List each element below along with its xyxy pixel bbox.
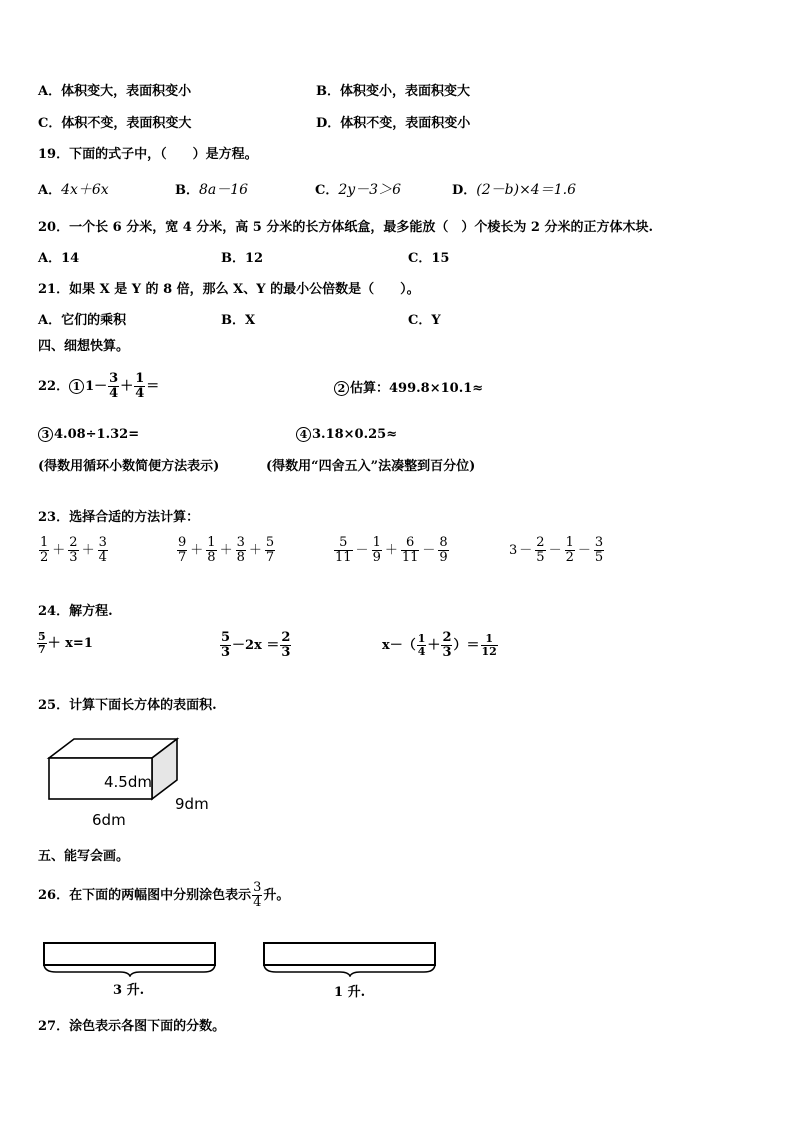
cuboid-length-label: 6dm [92,811,126,829]
numerator: 1 [207,535,216,550]
denominator: 5 [536,550,545,565]
q23-expr-3 [333,536,450,565]
q22-p1-lead: 1－ [85,378,108,394]
q18-option-a: A．体积变大，表面积变小 [38,84,192,99]
q23-expr-4 [509,536,605,565]
fraction [177,536,187,565]
numerator: 3 [594,535,604,550]
q18-option-c: C．体积不变，表面积变大 [38,116,192,131]
fraction [236,536,246,565]
q24-equation-1 [36,631,93,656]
denominator: 3 [221,645,231,660]
numerator: 2 [536,535,545,550]
denominator: 4 [135,386,145,401]
denominator: 9 [439,550,448,565]
q19-option-b-expr: 8a－16 [199,182,249,198]
numerator: 3 [98,535,107,550]
q23-expr-2 [176,536,276,565]
denominator: 8 [236,550,245,565]
section-4-heading: 四、细想快算。 [38,339,130,354]
q24-eq1-rest: ＋ x=1 [47,635,93,651]
q21-stem: 21．如果 X 是 Y 的 8 倍，那么 X、Y 的最小公倍数是（ ）。 [38,282,420,297]
q23-expr-1 [38,536,109,565]
fraction [401,536,420,565]
numerator: 1 [485,632,493,645]
numerator: 1 [40,535,49,550]
fraction [334,536,353,565]
q22-fraction-2 [134,372,145,401]
plus-sign: ＋ [120,378,134,394]
q22-part-1 [38,372,159,401]
plus-sign: ＋ [81,542,95,558]
numerator: 5 [221,630,231,645]
q27-stem: 27．涂色表示各图下面的分数。 [38,1019,226,1034]
brace-icon [44,965,215,976]
q26-stem [38,881,289,910]
q18-option-b: B．体积变小，表面积变大 [316,84,470,99]
denominator: 5 [594,550,604,565]
denominator: 4 [109,386,119,401]
bar-3-liters [42,941,218,977]
q19-option-a [38,182,109,199]
numerator: 2 [281,630,291,645]
q24-eq2-rhs [280,631,291,660]
fraction [372,536,382,565]
minus-sign: － [519,542,533,558]
q20-option-b: B．12 [221,251,264,266]
numerator: 1 [417,632,426,645]
q19-stem: 19．下面的式子中，（ ）是方程。 [38,147,258,162]
q22-part-4 [296,427,397,443]
q19-option-c-expr: 2y－3＞6 [338,182,401,198]
denominator: 4 [98,550,107,565]
q24-equation-2 [219,631,292,660]
leading-number: 3 [509,542,518,558]
bar-1-liter [262,941,438,977]
q19-option-b-label: B． [175,183,199,198]
denominator: 2 [565,550,574,565]
numerator: 5 [38,630,46,643]
fraction [68,536,78,565]
fraction [535,536,545,565]
plus-sign: ＋ [52,542,66,558]
denominator: 7 [265,550,275,565]
q22-p3-text: 4.08÷1.32= [54,427,140,442]
denominator: 4 [417,645,426,658]
q24-eq3-fraction-2 [441,631,452,660]
numerator: 5 [265,535,275,550]
numerator: 1 [135,371,145,386]
q19-option-d-expr: (2－b)×4＝1.6 [476,182,576,198]
bar-3-liters-rect [44,943,215,965]
plus-sign: ＋ [427,637,441,653]
q24-eq3-close: ）＝ [453,637,480,653]
q24-eq3-rhs [481,633,498,658]
minus-sign: － [577,542,591,558]
q18-option-d: D．体积不变，表面积变小 [316,116,471,131]
numerator: 8 [439,535,448,550]
numerator: 2 [442,630,452,645]
denominator: 3 [442,645,452,660]
fraction [98,536,108,565]
numerator: 6 [405,535,415,550]
section-5-heading: 五、能写会画。 [38,849,130,864]
circled-3-icon: 3 [38,427,53,442]
denominator: 9 [372,550,381,565]
q21-option-c: C．Y [408,313,441,328]
denominator: 2 [40,550,49,565]
plus-sign: ＋ [190,542,204,558]
plus-sign: ＋ [219,542,233,558]
denominator: 3 [281,645,291,660]
fraction [438,536,448,565]
numerator: 9 [178,535,187,550]
q19-option-c-label: C． [315,183,339,198]
q23-stem: 23．选择合适的方法计算： [38,510,200,525]
q24-stem: 24．解方程. [38,604,113,619]
minus-sign: － [422,542,436,558]
q25-stem: 25．计算下面长方体的表面积. [38,698,217,713]
fraction [265,536,275,565]
denominator: 4 [253,895,262,910]
q22-note-2: (得数用“四舍五入”法凑整到百分位) [266,459,476,474]
fraction [39,536,49,565]
cuboid-height-label: 4.5dm [104,773,152,791]
denominator: 3 [69,550,78,565]
minus-sign: － [355,542,369,558]
bar-1-liter-rect [264,943,435,965]
q26-fraction [252,881,262,910]
denominator: 7 [38,643,46,656]
fraction [206,536,216,565]
numerator: 2 [69,535,78,550]
q26-stem-b: 升。 [263,887,290,903]
denominator: 11 [401,550,419,565]
numerator: 1 [372,535,381,550]
numerator: 3 [253,880,262,895]
q24-eq1-fraction [37,631,47,656]
plus-sign: ＋ [248,542,262,558]
numerator: 3 [109,371,119,386]
bar-1-liter-label: 1 升. [334,985,366,1000]
circled-4-icon: 4 [296,427,311,442]
denominator: 11 [335,550,352,565]
q24-equation-3 [382,631,499,660]
q19-option-d-label: D． [452,183,477,198]
circled-1-icon: 1 [69,379,84,394]
q21-option-b: B．X [221,313,256,328]
equals-sign: ＝ [146,378,160,394]
q24-eq2-mid: －2x ＝ [232,637,280,653]
denominator: 7 [178,550,187,565]
q22-part-3 [38,427,139,443]
q19-option-b [175,182,248,199]
q22-number: 22． [38,378,70,394]
q19-option-d [452,182,576,199]
q24-eq2-fraction [220,631,231,660]
denominator: 12 [481,645,497,658]
q20-option-a: A．14 [38,251,80,266]
q26-stem-a: 26．在下面的两幅图中分别涂色表示 [38,887,252,903]
numerator: 1 [565,535,574,550]
bar-3-liters-label: 3 升. [113,983,145,998]
q24-eq3-fraction-1 [417,633,427,658]
q22-p4-text: 3.18×0.25≈ [312,427,398,442]
q24-eq3-lead: x－（ [382,637,416,653]
numerator: 5 [339,535,348,550]
q22-p2-text: 估算：499.8×10.1≈ [350,381,484,396]
minus-sign: － [548,542,562,558]
fraction [594,536,604,565]
q22-part-2 [334,381,483,397]
q21-option-a: A．它们的乘积 [38,313,127,328]
brace-icon [264,965,435,976]
cuboid-width-label: 9dm [175,795,209,813]
denominator: 8 [207,550,216,565]
q19-option-a-expr: 4x＋6x [61,182,109,198]
cuboid-diagram [46,736,182,802]
circled-2-icon: 2 [334,381,349,396]
numerator: 3 [236,535,245,550]
fraction [565,536,575,565]
q19-option-c [315,182,401,199]
q20-option-c: C．15 [408,251,450,266]
q22-fraction-1 [108,372,119,401]
q20-stem: 20．一个长 6 分米，宽 4 分米，高 5 分米的长方体纸盒，最多能放（ ）个棱长为 2 分米的正方体木块. [38,220,654,235]
q22-note-1: (得数用循环小数简便方法表示) [38,459,220,474]
q19-option-a-label: A． [38,183,62,198]
plus-sign: ＋ [384,542,398,558]
